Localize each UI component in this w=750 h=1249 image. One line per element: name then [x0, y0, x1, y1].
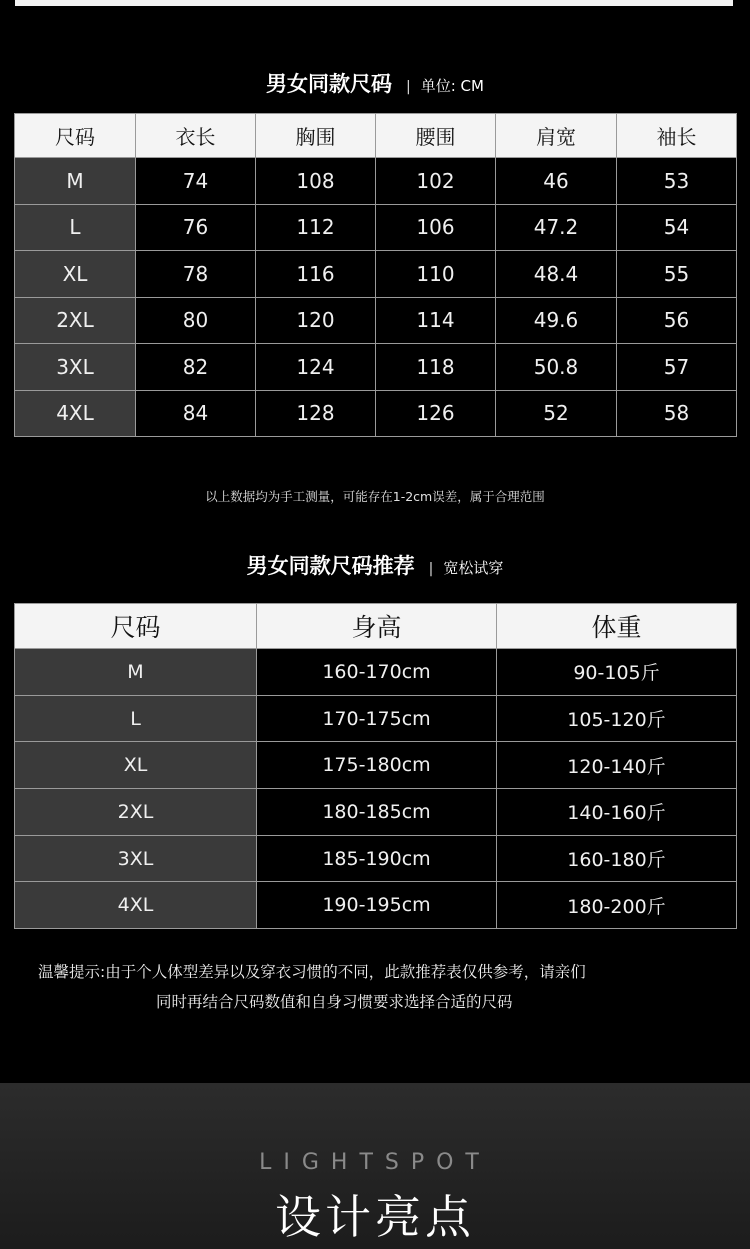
size-cell: L: [15, 695, 257, 742]
height-cell: 190-195cm: [257, 882, 497, 929]
size-chart-unit: 单位: CM: [420, 77, 484, 95]
size-cell: M: [15, 649, 257, 696]
weight-cell: 180-200斤: [497, 882, 737, 929]
table-cell: 82: [136, 344, 256, 391]
column-header: 尺码: [15, 114, 136, 158]
table-row: [15, 649, 737, 696]
table-cell: 58: [617, 390, 737, 437]
column-header: 胸围: [256, 114, 376, 158]
table-row: [15, 789, 737, 836]
table-cell: 57: [617, 344, 737, 391]
design-highlights-banner: [0, 1083, 750, 1249]
table-row: [15, 390, 737, 437]
table-row: [15, 158, 737, 205]
column-header: 体重: [497, 604, 737, 649]
size-cell: 3XL: [15, 835, 257, 882]
weight-cell: 90-105斤: [497, 649, 737, 696]
column-header: 身高: [257, 604, 497, 649]
table-cell: 126: [376, 390, 496, 437]
table-cell: 53: [617, 158, 737, 205]
table-cell: 116: [256, 251, 376, 298]
heading-separator: |: [428, 561, 434, 577]
height-cell: 185-190cm: [257, 835, 497, 882]
table-cell: 54: [617, 204, 737, 251]
column-header: 腰围: [376, 114, 496, 158]
table-row: [15, 297, 737, 344]
table-cell: 55: [617, 251, 737, 298]
size-cell: M: [15, 158, 136, 205]
table-row: [15, 204, 737, 251]
table-cell: 46: [496, 158, 617, 205]
banner-english-title: LIGHTSPOT: [259, 1150, 491, 1175]
table-row: [15, 742, 737, 789]
table-cell: 47.2: [496, 204, 617, 251]
table-cell: 106: [376, 204, 496, 251]
height-cell: 175-180cm: [257, 742, 497, 789]
table-cell: 49.6: [496, 297, 617, 344]
size-chart-title: 男女同款尺码: [266, 72, 393, 96]
table-header-row: [15, 604, 737, 649]
table-row: [15, 695, 737, 742]
height-cell: 160-170cm: [257, 649, 497, 696]
table-cell: 120: [256, 297, 376, 344]
weight-cell: 140-160斤: [497, 789, 737, 836]
table-row: [15, 344, 737, 391]
height-cell: 180-185cm: [257, 789, 497, 836]
table-cell: 76: [136, 204, 256, 251]
weight-cell: 105-120斤: [497, 695, 737, 742]
table-cell: 108: [256, 158, 376, 205]
weight-cell: 160-180斤: [497, 835, 737, 882]
size-recommendation-subtitle: 宽松试穿: [443, 559, 504, 577]
table-row: [15, 835, 737, 882]
column-header: 肩宽: [496, 114, 617, 158]
size-recommendation-table: [14, 603, 737, 929]
size-cell: XL: [15, 251, 136, 298]
table-cell: 74: [136, 158, 256, 205]
size-cell: L: [15, 204, 136, 251]
table-cell: 118: [376, 344, 496, 391]
size-cell: 4XL: [15, 882, 257, 929]
table-cell: 114: [376, 297, 496, 344]
table-cell: 52: [496, 390, 617, 437]
table-row: [15, 882, 737, 929]
size-recommendation-heading: [0, 550, 750, 580]
table-row: [15, 251, 737, 298]
table-cell: 80: [136, 297, 256, 344]
column-header: 衣长: [136, 114, 256, 158]
size-measurement-table: [14, 113, 737, 437]
column-header: 尺码: [15, 604, 257, 649]
measurement-note: 以上数据均为手工测量，可能存在1-2cm误差，属于合理范围: [205, 489, 545, 504]
table-cell: 50.8: [496, 344, 617, 391]
sizing-tip: [38, 957, 718, 1017]
sizing-tip-line2: 同时再结合尺码数值和自身习惯要求选择合适的尺码: [156, 993, 513, 1011]
size-cell: 3XL: [15, 344, 136, 391]
size-cell: 4XL: [15, 390, 136, 437]
table-cell: 124: [256, 344, 376, 391]
table-header-row: [15, 114, 737, 158]
weight-cell: 120-140斤: [497, 742, 737, 789]
size-cell: XL: [15, 742, 257, 789]
table-cell: 56: [617, 297, 737, 344]
table-cell: 102: [376, 158, 496, 205]
sizing-tip-line1: 温馨提示:由于个人体型差异以及穿衣习惯的不同，此款推荐表仅供参考，请亲们: [38, 963, 586, 981]
table-cell: 48.4: [496, 251, 617, 298]
size-chart-heading: [0, 68, 750, 98]
table-cell: 110: [376, 251, 496, 298]
column-header: 袖长: [617, 114, 737, 158]
size-cell: 2XL: [15, 297, 136, 344]
table-cell: 78: [136, 251, 256, 298]
top-divider-bar: [15, 0, 733, 6]
heading-separator: |: [406, 79, 411, 95]
table-cell: 128: [256, 390, 376, 437]
height-cell: 170-175cm: [257, 695, 497, 742]
table-cell: 112: [256, 204, 376, 251]
banner-chinese-title: 设计亮点: [275, 1190, 475, 1244]
table-cell: 84: [136, 390, 256, 437]
size-recommendation-title: 男女同款尺码推荐: [246, 554, 415, 578]
size-cell: 2XL: [15, 789, 257, 836]
